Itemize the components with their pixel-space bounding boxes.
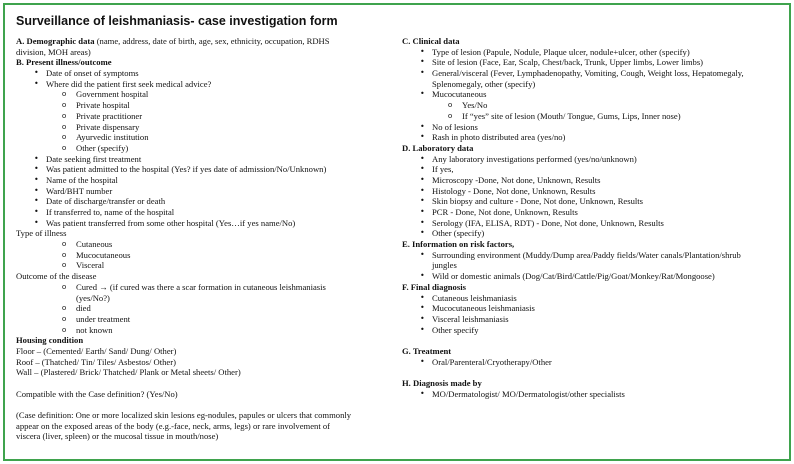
list-item: • Rash in photo distributed area (yes/no) (402, 132, 790, 143)
sub-list-item: o not known (16, 325, 394, 336)
list-item: • Wild or domestic animals (Dog/Cat/Bird/Cattle/Pig/Goat/Monkey/Rat/Mongoose) (402, 271, 790, 282)
compatible-question: Compatible with the Case definition? (Yes/No) (16, 388, 178, 399)
list-item: • Where did the patient first seek medical advice? (16, 79, 394, 90)
sub-list-item: o If “yes” site of lesion (Mouth/ Tongue, Gums, Lips, Inner nose) (402, 111, 790, 122)
list-item: • General/visceral (Fever, Lymphadenopathy, Vomiting, Cough, Weight loss, Hepatomegaly, (402, 68, 790, 79)
list-item: • Any laboratory investigations performed (yes/no/unknown) (402, 154, 790, 165)
section-a-heading: A. Demographic data (16, 36, 95, 46)
sub-list-item: o Yes/No (402, 100, 790, 111)
list-item: • Date seeking first treatment (16, 154, 394, 165)
section-h-heading: H. Diagnosis made by (402, 378, 482, 388)
section-a-text: (name, address, date of birth, age, sex, ethnicity, occupation, RDHS (94, 36, 330, 46)
case-definition-line-1: (Case definition: One or more localized skin lesions eg-nodules, papules or ulcers that commonly (16, 410, 352, 421)
list-item: • Skin biopsy and culture - Done, Not done, Unknown, Results (402, 196, 790, 207)
left-column (16, 36, 394, 442)
list-item: • Serology (IFA, ELISA, RDT) - Done, Not done, Unknown, Results (402, 218, 790, 229)
section-a-line-2: division, MOH areas) (16, 46, 91, 57)
list-item: • Ward/BHT number (16, 186, 394, 197)
list-item: • Other specify (402, 325, 790, 336)
housing-floor: Floor – (Cemented/ Earth/ Sand/ Dung/ Other) (16, 345, 177, 356)
case-definition-line-2: appear on the exposed areas of the body (e.g.-face, neck, arms, legs) or rare involvement of (16, 420, 331, 431)
list-item: • If yes, (402, 164, 790, 175)
outcome-cured-item: o Cured → (if cured was there a scar formation in cutaneous leishmaniasis (16, 282, 394, 293)
list-item-continuation: Splenomegaly, other (specify) (432, 78, 536, 89)
section-d-heading: D. Laboratory data (402, 142, 474, 153)
sub-list-item: o Government hospital (16, 89, 394, 100)
section-b-heading: B. Present illness/outcome (16, 57, 112, 68)
right-column (402, 36, 790, 399)
list-item-continuation: jungles (432, 260, 457, 271)
list-item: • If transferred to, name of the hospital (16, 207, 394, 218)
sub-list-item: o Private dispensary (16, 122, 394, 133)
list-item: • Microscopy -Done, Not done, Unknown, Results (402, 175, 790, 186)
list-item: • Name of the hospital (16, 175, 394, 186)
list-item: • Mucocutaneous (402, 89, 790, 100)
sub-list-item: o Mucocutaneous (16, 250, 394, 261)
housing-wall: Wall – (Plastered/ Brick/ Thatched/ Plank or Metal sheets/ Other) (16, 367, 241, 378)
list-item: • Visceral leishmaniasis (402, 314, 790, 325)
housing-roof: Roof – (Thatched/ Tin/ Tiles/ Asbestos/ Other) (16, 356, 176, 367)
case-definition-line-3: viscera (liver, spleen) or the mucosal tissue in mouth/nose) (16, 431, 219, 442)
form-title: Surveillance of leishmaniasis- case investigation form (16, 14, 338, 28)
list-item: • MO/Dermatologist/ MO/Dermatologist/other specialists (402, 389, 790, 400)
list-item: • Surrounding environment (Muddy/Dump area/Paddy fields/Water canals/Plantation/shrub (402, 250, 790, 261)
list-item: • Was patient transferred from some other hospital (Yes…if yes name/No) (16, 218, 394, 229)
outcome-label: Outcome of the disease (16, 271, 97, 282)
sub-list-item: o died (16, 303, 394, 314)
section-c-heading: C. Clinical data (402, 36, 460, 46)
list-item: • Oral/Parenteral/Cryotherapy/Other (402, 357, 790, 368)
sub-list-item: o Ayurvedic institution (16, 132, 394, 143)
type-of-illness-label: Type of illness (16, 228, 67, 239)
list-item: • Histology - Done, Not done, Unknown, Results (402, 186, 790, 197)
section-f-heading: F. Final diagnosis (402, 281, 466, 292)
sub-list-item: o Other (specify) (16, 143, 394, 154)
list-item: • Was patient admitted to the hospital (Yes? if yes date of admission/No/Unknown) (16, 164, 394, 175)
housing-heading: Housing condition (16, 335, 84, 346)
sub-list-item: o Visceral (16, 260, 394, 271)
list-item: • Site of lesion (Face, Ear, Scalp, Chest/back, Trunk, Upper limbs, Lower limbs) (402, 57, 790, 68)
section-e-heading: E. Information on risk factors, (402, 239, 515, 250)
sub-list-item: o Private hospital (16, 100, 394, 111)
list-item: • Date of discharge/transfer or death (16, 196, 394, 207)
list-item: • Cutaneous leishmaniasis (402, 293, 790, 304)
list-item: • Other (specify) (402, 228, 790, 239)
list-item: • Type of lesion (Papule, Nodule, Plaque ulcer, nodule+ulcer, other (specify) (402, 47, 790, 58)
list-item: • Date of onset of symptoms (16, 68, 394, 79)
list-item: • Mucocutaneous leishmaniasis (402, 303, 790, 314)
form-frame (3, 3, 791, 461)
sub-list-item: o Cutaneous (16, 239, 394, 250)
section-a-line-1 (16, 36, 394, 47)
sub-list-item: o Private practitioner (16, 111, 394, 122)
list-item: • PCR - Done, Not done, Unknown, Results (402, 207, 790, 218)
list-item: • No of lesions (402, 122, 790, 133)
sub-list-item: o under treatment (16, 314, 394, 325)
section-g-heading: G. Treatment (402, 345, 452, 356)
outcome-cured-continuation: (yes/No?) (76, 292, 110, 303)
